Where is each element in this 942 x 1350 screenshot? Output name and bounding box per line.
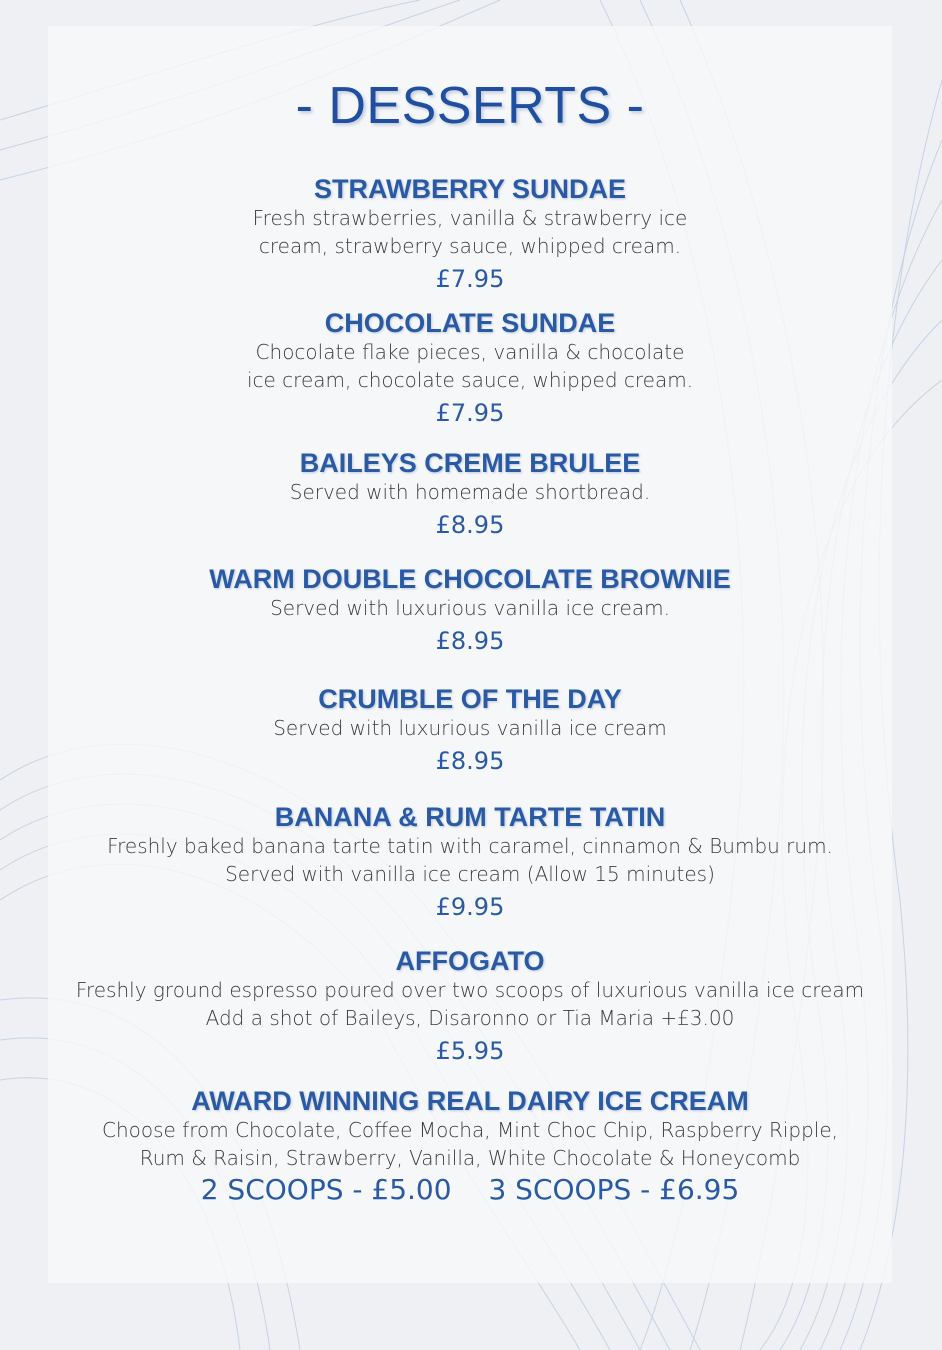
item-description: Served with homemade shortbread. [289,480,651,504]
item-name: CHOCOLATE SUNDAE [324,308,616,338]
item-price: £7.95 [435,399,505,427]
item-price: £8.95 [435,511,505,539]
three-scoops-price: 3 SCOOPS - £6.95 [488,1173,740,1206]
menu-item-crumble-of-the-day [48,684,892,776]
item-name: WARM DOUBLE CHOCOLATE BROWNIE [209,564,731,594]
item-description: cream, strawberry sauce, whipped cream. [258,234,682,258]
item-name: BAILEYS CREME BRULEE [299,448,641,478]
item-description: Rum & Raisin, Strawberry, Vanilla, White Chocolate & Honeycomb [139,1146,801,1170]
item-price: £9.95 [435,893,505,921]
menu-item-ice-cream [48,1086,892,1206]
item-price: £8.95 [435,627,505,655]
menu-item-banana-rum-tarte-tatin [48,802,892,922]
item-description: Freshly baked banana tarte tatin with caramel, cinnamon & Bumbu rum. [107,834,833,858]
item-name: CRUMBLE OF THE DAY [318,684,622,714]
item-description: Choose from Chocolate, Coffee Mocha, Mint Choc Chip, Raspberry Ripple, [101,1118,838,1142]
item-description: ice cream, chocolate sauce, whipped cream. [246,368,694,392]
menu-item-chocolate-brownie [48,564,892,656]
dessert-menu [48,26,892,1206]
menu-item-strawberry-sundae [48,174,892,294]
item-description: Served with vanilla ice cream (Allow 15 minutes) [225,862,715,886]
item-name: AWARD WINNING REAL DAIRY ICE CREAM [191,1086,749,1116]
item-name: BANANA & RUM TARTE TATIN [274,802,666,832]
menu-item-baileys-creme-brulee [48,448,892,540]
menu-item-affogato [48,946,892,1066]
item-price: £7.95 [435,265,505,293]
item-price: £8.95 [435,747,505,775]
menu-item-chocolate-sundae [48,308,892,428]
item-description: Served with luxurious vanilla ice cream [273,716,667,740]
menu-heading: - DESSERTS - [295,77,645,135]
two-scoops-price: 2 SCOOPS - £5.00 [200,1173,452,1206]
item-name: AFFOGATO [395,946,545,976]
item-description: Chocolate flake pieces, vanilla & chocolate [255,340,685,364]
item-name: STRAWBERRY SUNDAE [313,174,627,204]
item-price: £5.95 [435,1037,505,1065]
scoop-prices [48,1174,892,1206]
item-description: Freshly ground espresso poured over two scoops of luxurious vanilla ice cream [75,978,865,1002]
item-description: Fresh strawberries, vanilla & strawberry ice [252,206,688,230]
item-description: Add a shot of Baileys, Disaronno or Tia Maria +£3.00 [205,1006,735,1030]
item-description: Served with luxurious vanilla ice cream. [270,596,670,620]
